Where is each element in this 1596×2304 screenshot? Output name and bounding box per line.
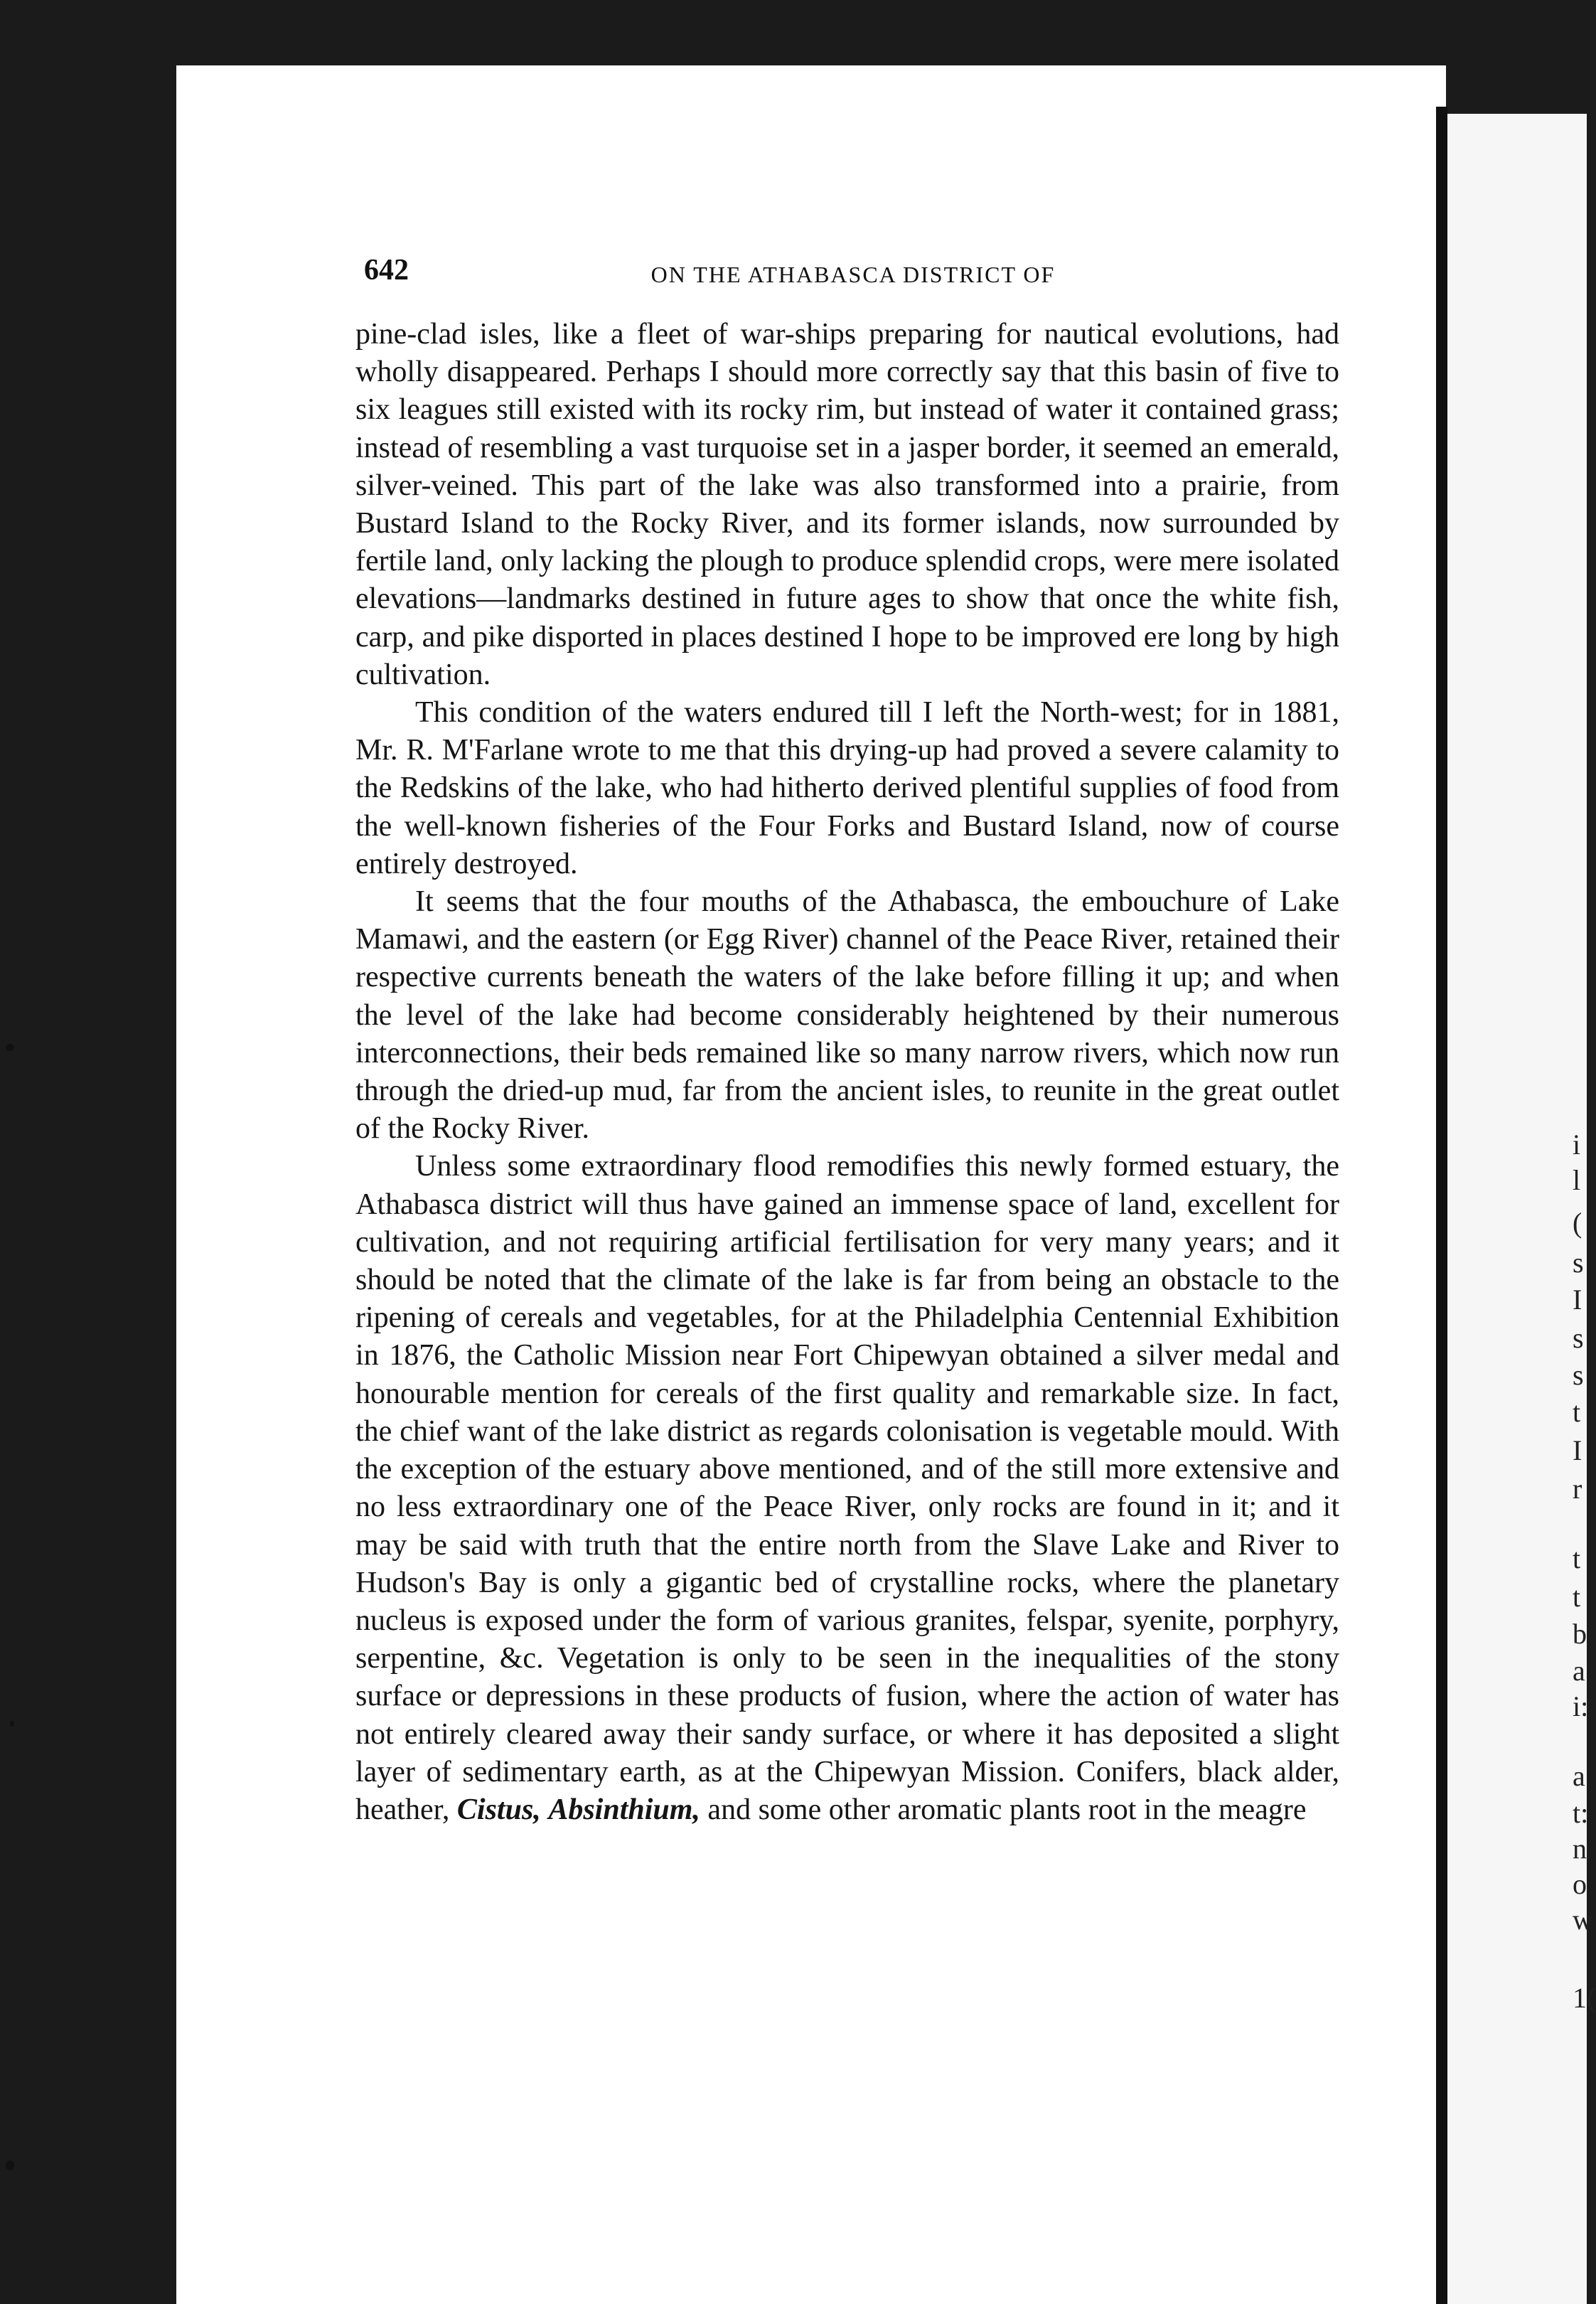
facing-page-fragment: I (1573, 1434, 1582, 1466)
facing-page-fragment: l (1573, 1164, 1581, 1196)
margin-speck (6, 2160, 14, 2170)
paragraph-2: This condition of the waters endured till I left the North-west; for in 1881, Mr. R. M'Farlane wrote to me that this drying-up had proved a severe calamity to the Redskins of the lake, who had hitherto derived plentiful supplies of food from the well-known fisheries of the Four Forks and Bustard Island, now of course entirely destroyed. (355, 696, 1339, 880)
page-gutter (1436, 107, 1447, 2304)
facing-page-fragment: n (1573, 1833, 1587, 1865)
facing-page-fragment: ( (1573, 1207, 1582, 1239)
facing-page-fragment: a (1573, 1760, 1585, 1792)
facing-page-fragment: s (1573, 1359, 1584, 1391)
facing-page-fragment: b (1573, 1618, 1587, 1650)
italic-term-absinthium: Absinthium, (548, 1793, 700, 1826)
facing-page-edge (1447, 114, 1587, 2304)
facing-page-fragment: I (1573, 1284, 1582, 1316)
facing-page-fragment: t: (1573, 1797, 1589, 1829)
facing-page-fragment: i: (1573, 1690, 1589, 1722)
paragraph-1: pine-clad isles, like a fleet of war-ships preparing for nautical evolutions, had wholly disappeared. Perhaps I should more correctly say that this basin of five to six leagues still existed with its rocky rim, but instead of water it contained grass; instead of resembling a vast turquoise set in a jasper border, it seemed an emerald, silver-veined. This part of the lake was also transformed into a prairie, from Bustard Island to the Rocky River, and its former islands, now surrounded by fertile land, only lacking the plough to produce splendid crops, were mere isolated elevations—landmarks destined in future ages to show that once the white fish, carp, and pike disported in places destined I hope to be improved ere long by high cultivation. (355, 318, 1339, 691)
margin-speck (10, 1721, 14, 1727)
facing-page-fragment: 1( (1573, 1982, 1596, 2014)
facing-page-fragment: t (1573, 1542, 1581, 1574)
facing-page-fragment: w (1573, 1904, 1593, 1936)
facing-page-fragment: t (1573, 1396, 1581, 1428)
page-number: 642 (364, 254, 409, 287)
facing-page-fragment: i (1573, 1129, 1581, 1161)
running-head: ON THE ATHABASCA DISTRICT OF (650, 262, 1056, 287)
facing-page-fragment: s (1573, 1322, 1584, 1354)
facing-page-fragment: r (1573, 1473, 1582, 1505)
facing-page-fragment: a (1573, 1655, 1585, 1687)
facing-page-fragment: o (1573, 1868, 1587, 1900)
margin-speck (6, 1044, 14, 1051)
paragraph-4-text: Unless some extraordinary flood remodifies this newly formed estuary, the Athabasca district will thus have gained an immense space of land, excellent for cultivation, and not requiring artificial fertilisation for very many years; and it should be noted that the climate of the lake is far from being an obstacle to the ripening of cereals and vegetables, for at the Philadelphia Centennial Exhibition in 1876, the Catholic Mission near Fort Chipewyan obtained a silver medal and honourable mention for cereals of the first quality and remarkable size. In fact, the chief want of the lake district as regards colonisation is vegetable mould. With the exception of the estuary above mentioned, and of the still more extensive and no less extraordinary one of the Peace River, only rocks are found in it; and it may be said with truth that the entire north from the Slave Lake and River to Hudson's Bay is only a gigantic bed of crystalline rocks, where the planetary nucleus is exposed under the form of various granites, felspar, syenite, porphyry, serpentine, &c. Vegetation is only to be seen in the inequalities of the stony surface or depressions in these products of fusion, where the action of water has not entirely cleared away their sandy surface, or where it has deposited a slight layer of sedimentary earth, as at the Chipewyan Mission. Conifers, black alder, heather, (355, 1150, 1339, 1826)
paragraph-4 (355, 1148, 1339, 1829)
italic-term-cistus: Cistus, (456, 1793, 541, 1826)
body-text (355, 316, 1339, 1829)
facing-page-fragment: t (1573, 1581, 1581, 1613)
paragraph-4-tail: and some other aromatic plants root in the meagre (707, 1793, 1307, 1826)
facing-page-fragment: s (1573, 1247, 1584, 1279)
paragraph-3: It seems that the four mouths of the Athabasca, the embouchure of Lake Mamawi, and the eastern (or Egg River) channel of the Peace River, retained their respective currents beneath the waters of the lake before filling it up; and when the level of the lake had become considerably heightened by their numerous interconnections, their beds remained like so many narrow rivers, which now run through the dried-up mud, far from the ancient isles, to reunite in the great outlet of the Rocky River. (355, 885, 1339, 1146)
